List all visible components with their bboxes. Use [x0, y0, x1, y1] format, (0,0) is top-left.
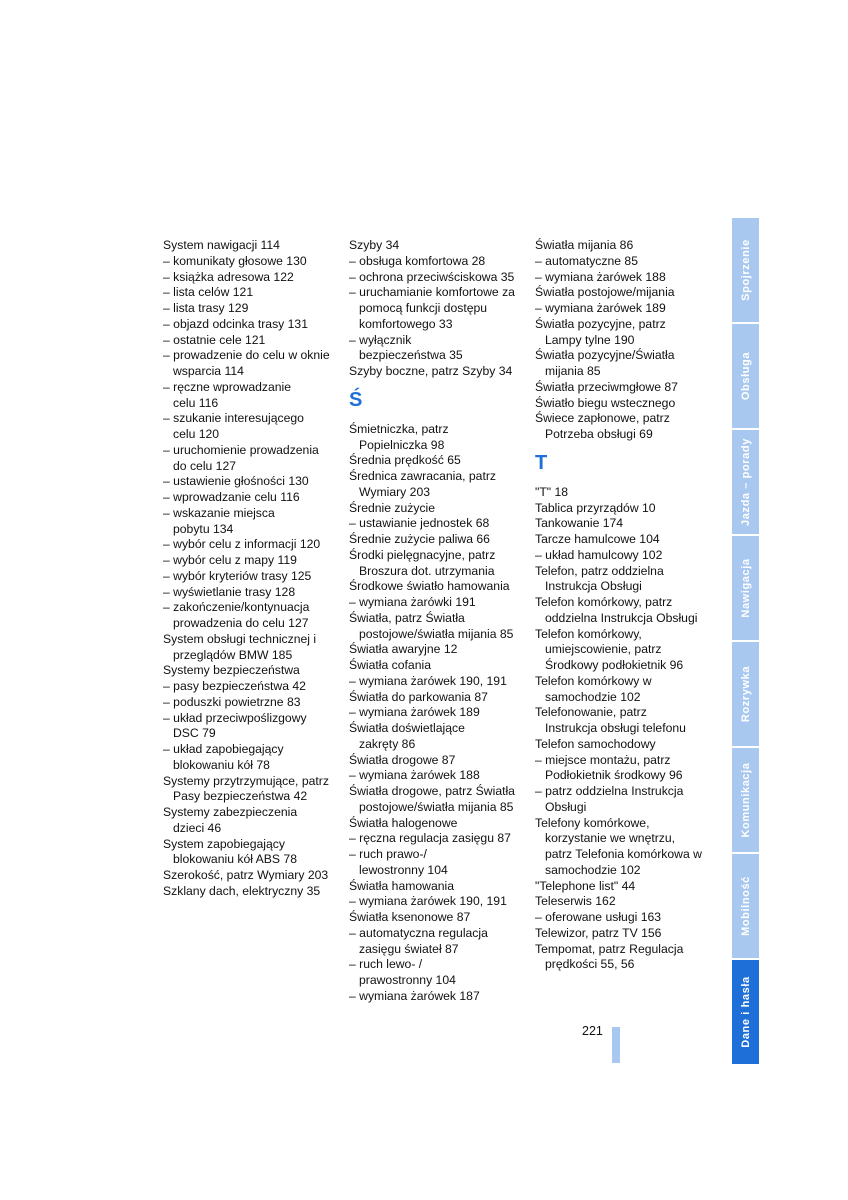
chapter-tab[interactable]	[732, 960, 759, 1064]
index-entry: Systemy przytrzymujące, patrz	[163, 773, 329, 788]
chapter-tab-label: Obsługa	[739, 351, 752, 401]
index-entry-continuation: blokowaniu kół ABS 78	[173, 852, 297, 867]
index-entry: Światła ksenonowe 87	[349, 910, 471, 924]
index-entry: – oferowane usługi 163	[535, 910, 662, 924]
index-entry: System nawigacji 114	[163, 238, 280, 252]
chapter-tab-label: Spojrzenie	[739, 239, 752, 301]
index-entry-continuation: prawostronny 104	[359, 973, 456, 987]
index-entry: – prowadzenie do celu w oknie	[163, 348, 330, 363]
index-entry: Światła cofania	[349, 658, 431, 672]
chapter-tab[interactable]	[732, 854, 759, 958]
index-entry: Światła pozycyjne, patrz	[535, 316, 666, 331]
index-entry-continuation: postojowe/światła mijania 85	[359, 799, 514, 814]
chapter-tab-label: Jazda – porady	[739, 438, 752, 526]
index-entry: – objazd odcinka trasy 131	[163, 316, 308, 331]
index-entry-continuation: przeglądów BMW 185	[173, 647, 293, 662]
index-entry: – wymiana żarówki 191	[349, 595, 476, 609]
index-entry: Środki pielęgnacyjne, patrz	[349, 547, 496, 562]
index-entry: Szyby 34	[349, 238, 400, 252]
index-entry: – ostatnie cele 121	[163, 332, 266, 347]
section-letter: T	[535, 451, 548, 474]
index-entry-continuation: samochodzie 102	[545, 689, 641, 704]
index-entry: "Telephone list" 44	[535, 878, 636, 893]
index-entry: – ochrona przeciwściskowa 35	[349, 269, 515, 284]
index-entry-continuation: Broszura dot. utrzymania	[359, 563, 495, 578]
index-entry: – pasy bezpieczeństwa 42	[163, 679, 306, 693]
index-entry: – wyświetlanie trasy 128	[163, 584, 296, 599]
index-entry: Śmietniczka, patrz	[349, 421, 449, 436]
page-marker-bar	[612, 1027, 620, 1063]
index-entry: – układ zapobiegający	[163, 742, 284, 756]
index-entry-continuation: patrz Telefonia komórkowa w	[545, 847, 702, 861]
index-entry-continuation: postojowe/światła mijania 85	[359, 626, 514, 641]
index-entry: – ruch prawo-/	[349, 847, 427, 861]
index-column-2	[349, 238, 521, 1005]
index-entry: – automatyczna regulacja	[349, 925, 488, 940]
index-entry-continuation: samochodzie 102	[545, 862, 641, 877]
index-entry: Średnica zawracania, patrz	[349, 469, 496, 483]
index-entry: – ustawienie głośności 130	[163, 474, 309, 489]
index-entry: Światła mijania 86	[535, 238, 634, 252]
index-entry: – ustawianie jednostek 68	[349, 516, 490, 531]
chapter-tab[interactable]	[732, 218, 759, 322]
index-entry-continuation: mijania 85	[545, 364, 601, 378]
index-entry: Telefonowanie, patrz	[535, 705, 647, 720]
index-entry: – poduszki powietrzne 83	[163, 694, 301, 709]
chapter-tab-label: Mobilność	[739, 876, 752, 936]
index-entry-continuation: umiejscowienie, patrz	[545, 642, 662, 657]
index-entry: Tankowanie 174	[535, 516, 624, 531]
index-entry: – wybór celu z mapy 119	[163, 553, 297, 567]
index-entry: – ręczne wprowadzanie	[163, 379, 292, 394]
index-entry: Telefon komórkowy, patrz	[535, 595, 673, 609]
chapter-tab-label: Komunikacja	[739, 762, 752, 838]
index-entry-continuation: Popielniczka 98	[359, 437, 445, 452]
index-entry: – ręczna regulacja zasięgu 87	[349, 831, 511, 846]
index-entry: System zapobiegający	[163, 836, 285, 851]
index-entry: – wymiana żarówek 189	[349, 705, 480, 720]
index-entry-continuation: celu 116	[173, 395, 219, 410]
index-entry: – wymiana żarówek 189	[535, 301, 666, 315]
index-entry: – uruchomienie prowadzenia	[163, 442, 319, 457]
index-entry: Światła przeciwmgłowe 87	[535, 379, 678, 394]
index-entry: Tablica przyrządów 10	[535, 500, 656, 515]
index-entry: Telefon, patrz oddzielna	[535, 563, 664, 578]
index-entry-continuation: pobytu 134	[173, 521, 234, 536]
chapter-tab[interactable]	[732, 748, 759, 852]
index-entry: Tarcze hamulcowe 104	[535, 532, 660, 546]
index-entry: – wybór kryteriów trasy 125	[163, 568, 312, 583]
index-entry: – wskazanie miejsca	[163, 505, 275, 520]
index-entry: Szyby boczne, patrz Szyby 34	[349, 364, 513, 378]
index-entry: – automatyczne 85	[535, 253, 638, 268]
index-entry: Szerokość, patrz Wymiary 203	[163, 868, 329, 882]
index-entry-continuation: Podłokietnik środkowy 96	[545, 768, 683, 783]
index-entry: Światła awaryjne 12	[349, 642, 458, 657]
index-entry: – wymiana żarówek 190, 191	[349, 894, 507, 909]
index-entry: Telefon samochodowy	[535, 736, 656, 751]
chapter-tab-label: Rozrywka	[739, 665, 752, 723]
section-letter: Ś	[349, 388, 363, 411]
index-entry-continuation: zasięgu świateł 87	[359, 941, 459, 956]
index-entry: – patrz oddzielna Instrukcja	[535, 784, 684, 798]
index-column-1	[163, 238, 333, 900]
chapter-tab[interactable]	[732, 324, 759, 428]
index-entry: Światła, patrz Światła	[349, 610, 465, 625]
page-number: 221	[582, 1024, 603, 1038]
index-entry-continuation: Potrzeba obsługi 69	[545, 427, 653, 441]
index-entry-continuation: Pasy bezpieczeństwa 42	[173, 789, 308, 804]
index-entry-continuation: wsparcia 114	[173, 364, 244, 378]
index-entry-continuation: zakręty 86	[359, 736, 416, 751]
chapter-tab-label: Nawigacja	[739, 558, 752, 618]
index-entry: – wyłącznik	[349, 332, 412, 347]
index-entry: Środkowe światło hamowania	[349, 579, 510, 594]
index-entry-continuation: prędkości 55, 56	[545, 957, 635, 972]
index-entry: Światła do parkowania 87	[349, 689, 488, 704]
index-entry: Telefon komórkowy,	[535, 626, 642, 641]
index-entry: – wymiana żarówek 190, 191	[349, 673, 507, 688]
index-entry-continuation: dzieci 46	[173, 820, 222, 835]
index-entry: – wymiana żarówek 187	[349, 988, 480, 1003]
index-entry-continuation: blokowaniu kół 78	[173, 757, 270, 772]
index-entry: Systemy zabezpieczenia	[163, 805, 298, 819]
index-entry: Światła halogenowe	[349, 815, 458, 830]
index-entry-continuation: prowadzenia do celu 127	[173, 616, 309, 630]
index-entry: Średnie zużycie	[349, 500, 436, 515]
index-entry: Światła postojowe/mijania	[535, 285, 675, 300]
index-entry-continuation: Obsługi	[545, 799, 587, 814]
index-entry-continuation: bezpieczeństwa 35	[359, 348, 463, 363]
index-entry: Światła drogowe 87	[349, 752, 456, 767]
index-entry: – książka adresowa 122	[163, 269, 294, 284]
index-entry-continuation: DSC 79	[173, 726, 216, 741]
index-entry: Średnie zużycie paliwa 66	[349, 532, 490, 546]
index-entry: Telefon komórkowy w	[535, 673, 652, 688]
index-entry: Światła pozycyjne/Światła	[535, 348, 675, 363]
index-entry: – zakończenie/kontynuacja	[163, 600, 310, 615]
index-entry-continuation: korzystanie we wnętrzu,	[545, 831, 676, 846]
index-entry: – wymiana żarówek 188	[535, 269, 666, 284]
index-entry: Świece zapłonowe, patrz	[535, 411, 670, 426]
index-entry: – układ hamulcowy 102	[535, 547, 663, 562]
index-entry: Szklany dach, elektryczny 35	[163, 883, 321, 898]
index-entry: – miejsce montażu, patrz	[535, 752, 671, 767]
index-entry-continuation: do celu 127	[173, 458, 237, 473]
index-entry: – lista celów 121	[163, 285, 254, 300]
chapter-tab-label: Dane i hasła	[739, 976, 752, 1048]
chapter-tab[interactable]	[732, 642, 759, 746]
index-entry: – układ przeciwpoślizgowy	[163, 710, 307, 725]
index-entry: Tempomat, patrz Regulacja	[535, 941, 684, 956]
index-entry: – uruchamianie komfortowe za	[349, 285, 515, 300]
index-entry: – wymiana żarówek 188	[349, 768, 480, 783]
index-entry-continuation: Instrukcja Obsługi	[545, 579, 642, 594]
index-entry-continuation: komfortowego 33	[359, 316, 453, 331]
index-entry: – lista trasy 129	[163, 301, 249, 315]
index-entry-continuation: lewostronny 104	[359, 862, 448, 877]
chapter-tabs	[732, 218, 759, 1066]
index-entry: Światła drogowe, patrz Światła	[349, 784, 515, 798]
index-entry: System obsługi technicznej i	[163, 631, 317, 646]
index-entry: Telefony komórkowe,	[535, 815, 650, 830]
index-entry: Światło biegu wstecznego	[535, 395, 676, 410]
index-entry: – wprowadzanie celu 116	[163, 490, 300, 504]
index-entry: Średnia prędkość 65	[349, 453, 461, 468]
index-column-3	[535, 238, 707, 973]
index-entry-continuation: Instrukcja obsługi telefonu	[545, 721, 686, 735]
index-entry: Światła doświetlające	[349, 721, 465, 735]
index-entry-continuation: oddzielna Instrukcja Obsługi	[545, 610, 698, 625]
index-entry-continuation: pomocą funkcji dostępu	[359, 301, 488, 315]
index-entry: – szukanie interesującego	[163, 411, 304, 426]
index-entry: Telewizor, patrz TV 156	[535, 925, 662, 940]
index-entry: Światła hamowania	[349, 878, 455, 893]
index-entry-continuation: Wymiary 203	[359, 484, 431, 499]
index-entry-continuation: Lampy tylne 190	[545, 332, 635, 347]
index-entry: Systemy bezpieczeństwa	[163, 663, 300, 678]
index-entry: – wybór celu z informacji 120	[163, 537, 321, 552]
index-entry: Teleserwis 162	[535, 894, 616, 909]
index-entry-continuation: Środkowy podłokietnik 96	[545, 658, 684, 672]
index-entry: – obsługa komfortowa 28	[349, 253, 486, 268]
index-entry-continuation: celu 120	[173, 427, 220, 441]
index-entry: – komunikaty głosowe 130	[163, 253, 307, 268]
chapter-tab[interactable]	[732, 430, 759, 534]
chapter-tab[interactable]	[732, 536, 759, 640]
index-entry: "T" 18	[535, 484, 569, 499]
index-entry: – ruch lewo- /	[349, 957, 423, 972]
